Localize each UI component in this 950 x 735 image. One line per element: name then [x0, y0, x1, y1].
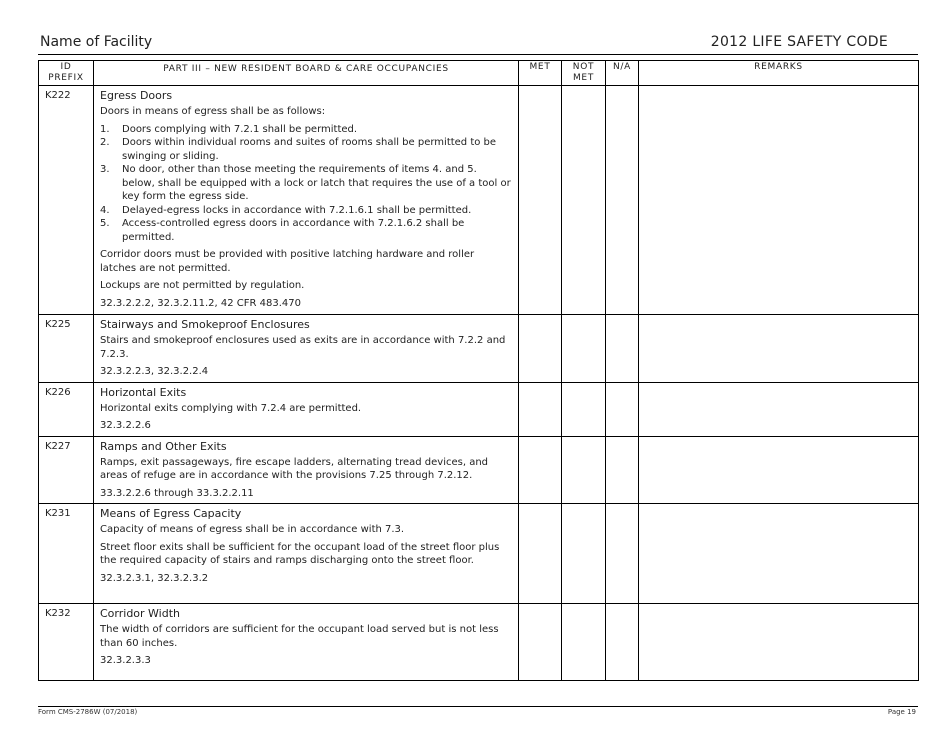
header-rule [38, 54, 918, 55]
table-header-row [39, 61, 919, 86]
met-cell[interactable] [519, 504, 562, 604]
regulation-reference: 33.3.2.2.6 through 33.3.2.2.11 [100, 487, 254, 499]
met-cell[interactable] [519, 315, 562, 383]
requirement-paragraph: Capacity of means of egress shall be in accordance with 7.3. [100, 524, 405, 535]
regulation-reference: 32.3.2.3.3 [100, 655, 151, 666]
requirement-cell [94, 604, 519, 681]
list-number: 5. [100, 218, 110, 229]
list-text: Doors within individual rooms and suites of rooms shall be permitted to be swinging or sliding. [122, 137, 497, 162]
row-id: K231 [39, 504, 94, 604]
list-text: Doors complying with 7.2.1 shall be permitted. [122, 123, 358, 135]
not-met-cell[interactable] [562, 504, 606, 604]
requirement-cell [94, 86, 519, 315]
remarks-cell[interactable] [639, 604, 919, 681]
na-cell[interactable] [606, 504, 639, 604]
page-number: Page 19 [887, 708, 916, 716]
list-text: No door, other than those meeting the requirements of items 4. and 5. below, shall be equipped with a lock or latch that requires the use of a tool or key form the egress side. [122, 164, 511, 202]
requirement-intro: Doors in means of egress shall be as follows: [100, 106, 326, 117]
table-row [39, 315, 919, 383]
col-remarks: REMARKS [639, 61, 919, 86]
col-section-title: PART III – NEW RESIDENT BOARD & CARE OCCUPANCIES [94, 61, 519, 86]
requirement-cell [94, 315, 519, 383]
requirement-paragraph: Street floor exits shall be sufficient for the occupant load of the street floor plus the required capacity of stairs and ramps discharging onto the street floor. [100, 541, 500, 566]
list-number: 3. [100, 164, 110, 175]
col-id-line1: ID [60, 62, 72, 72]
met-cell[interactable] [519, 604, 562, 681]
list-item [100, 136, 512, 163]
requirement-paragraph: The width of corridors are sufficient for the occupant load served but is not less than 60 inches. [100, 624, 499, 649]
col-id-line2: PREFIX [48, 73, 84, 83]
requirement-paragraph: Lockups are not permitted by regulation. [100, 280, 305, 291]
list-number: 1. [100, 123, 110, 135]
not-met-cell[interactable] [562, 382, 606, 436]
regulation-reference: 32.3.2.2.3, 32.3.2.2.4 [100, 366, 209, 377]
col-not-met-line2: MET [572, 73, 595, 83]
remarks-cell[interactable] [639, 315, 919, 383]
list-item [100, 217, 512, 244]
na-cell[interactable] [606, 315, 639, 383]
not-met-cell[interactable] [562, 315, 606, 383]
requirement-cell [94, 382, 519, 436]
remarks-cell[interactable] [639, 382, 919, 436]
requirement-title: Stairways and Smokeproof Enclosures [100, 318, 310, 331]
row-id: K225 [39, 315, 94, 383]
regulation-reference: 32.3.2.2.6 [100, 420, 151, 431]
remarks-cell[interactable] [639, 86, 919, 315]
list-number: 2. [100, 137, 110, 148]
form-title: 2012 LIFE SAFETY CODE [710, 34, 888, 50]
col-not-met-line1: NOT [572, 62, 595, 72]
list-text: Access-controlled egress doors in accordance with 7.2.1.6.2 shall be permitted. [122, 218, 465, 243]
list-item [100, 204, 512, 218]
requirement-cell [94, 504, 519, 604]
row-id: K227 [39, 436, 94, 504]
not-met-cell[interactable] [562, 86, 606, 315]
requirement-paragraph: Ramps, exit passageways, fire escape ladders, alternating tread devices, and areas of refuge are in accordance with the provisions 7.25 through 7.2.12. [100, 456, 489, 481]
requirement-title: Egress Doors [100, 89, 173, 102]
requirement-title: Ramps and Other Exits [100, 439, 227, 453]
footer-rule [38, 706, 918, 707]
list-number: 4. [100, 204, 110, 216]
na-cell[interactable] [606, 604, 639, 681]
table-row [39, 86, 919, 315]
requirement-title: Corridor Width [100, 607, 181, 620]
requirement-title: Horizontal Exits [100, 385, 187, 399]
list-item [100, 163, 512, 204]
na-cell[interactable] [606, 436, 639, 504]
table-row [39, 604, 919, 681]
requirement-paragraph: Horizontal exits complying with 7.2.4 are permitted. [100, 402, 362, 414]
row-id: K222 [39, 86, 94, 315]
requirement-list [100, 123, 512, 245]
col-met: MET [519, 61, 562, 86]
na-cell[interactable] [606, 382, 639, 436]
regulation-reference: 32.3.2.3.1, 32.3.2.3.2 [100, 572, 209, 584]
na-cell[interactable] [606, 86, 639, 315]
col-na: N/A [606, 61, 639, 86]
row-id: K226 [39, 382, 94, 436]
remarks-cell[interactable] [639, 436, 919, 504]
met-cell[interactable] [519, 382, 562, 436]
regulation-reference: 32.3.2.2.2, 32.3.2.11.2, 42 CFR 483.470 [100, 297, 301, 309]
remarks-cell[interactable] [639, 504, 919, 604]
col-not-met [562, 61, 606, 86]
col-id-prefix [39, 61, 94, 86]
requirement-paragraph: Corridor doors must be provided with positive latching hardware and roller latches are not permitted. [100, 249, 475, 274]
table-row [39, 436, 919, 504]
requirement-paragraph: Stairs and smokeproof enclosures used as exits are in accordance with 7.2.2 and 7.2.3. [100, 335, 506, 360]
not-met-cell[interactable] [562, 436, 606, 504]
requirement-title: Means of Egress Capacity [100, 507, 242, 520]
facility-name-label: Name of Facility [40, 34, 153, 50]
form-id: Form CMS-2786W (07/2018) [38, 708, 138, 716]
requirement-cell [94, 436, 519, 504]
table-row [39, 504, 919, 604]
survey-table [38, 60, 919, 681]
list-text: Delayed-egress locks in accordance with 7.2.1.6.1 shall be permitted. [122, 204, 472, 216]
table-row [39, 382, 919, 436]
met-cell[interactable] [519, 436, 562, 504]
list-item [100, 123, 512, 137]
row-id: K232 [39, 604, 94, 681]
met-cell[interactable] [519, 86, 562, 315]
not-met-cell[interactable] [562, 604, 606, 681]
